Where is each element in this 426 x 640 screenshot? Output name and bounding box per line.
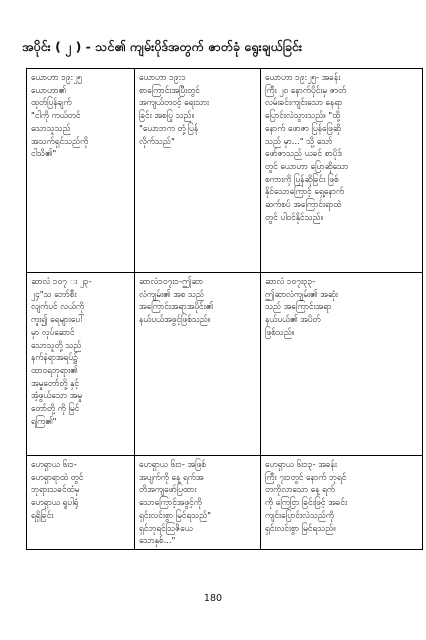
cell-text-line: ငါသိ၏" xyxy=(31,148,57,159)
cell-text-line: ယောဟာ ၁၉:၂၅ xyxy=(31,72,83,82)
cell-text-line: ယောဟာ ၁၉:၂၅- အခန်း xyxy=(265,72,341,82)
cell-text-line: စာကြောင်းအပြီးတွင် xyxy=(139,84,200,95)
cell-text-line: ဟေရှာယ ၆း၁၃- အခန်း xyxy=(265,459,337,469)
cell-text-line: ဆာလံ ၁၀၇း၃၃- xyxy=(265,276,316,286)
table-cell xyxy=(27,273,135,456)
page-number: 180 xyxy=(203,593,223,604)
cell-text-line: သောကြောင့်အဖွင့်ကို xyxy=(139,497,202,508)
cell-text-line: ပြောင်းလဲသွားသည်။ "ထို့ xyxy=(265,110,341,121)
cell-text-line: အကျယ်တဝင့် ရေးသား xyxy=(139,97,209,108)
cell-text-line: သောသူတို့ သည် xyxy=(31,339,82,350)
scene-table xyxy=(26,68,423,550)
cell-text-line: ရှင်ဘုရင်သြဇိယေ xyxy=(139,522,193,533)
cell-text-line: ခြင်း အစပြု သည်။ xyxy=(139,110,195,121)
cell-text-line: သည် မှာ..." သို့ သော် xyxy=(265,135,333,146)
cell-text-line: ဟေရှာယ ရူပါရုံ xyxy=(31,497,79,508)
cell-text-line: ဘုရားသခင်ထံမှ xyxy=(31,484,80,495)
cell-text-line: ရှင်းလင်းစွာ မြင်ရသည်" xyxy=(139,509,212,520)
table-cell xyxy=(27,69,135,273)
cell-text-line: သောသူသည် xyxy=(31,122,71,133)
table-cell xyxy=(27,456,135,550)
cell-text-line: သည် အကြောင်းအရာ xyxy=(265,301,332,312)
cell-text-line: "ငါကို ကယ်တင် xyxy=(31,110,81,121)
cell-text-line: ယောဟာ ၁၉:၁ xyxy=(139,72,186,82)
cell-text-line: လျက်ပင် လယ်ကို xyxy=(31,301,85,312)
cell-text-line: တကိုလာသော နေ့ ရက် xyxy=(265,484,335,495)
cell-text-line: နယ်ပယ်၏ အပိတ် xyxy=(265,314,321,325)
cell-text-line: ကြီး ၇း၁တွင် နောက် ဘုရင် xyxy=(265,471,347,482)
cell-text-line: မှာ လုပ်ဆောင် xyxy=(31,326,75,337)
cell-text-line: နိုင်သောကြောင့် ရှေ့နောက် xyxy=(265,186,345,197)
cell-text-line: ကူး၍ ရေများပေါ် xyxy=(31,314,84,325)
cell-text-line: ဖြစ်သည်။ xyxy=(265,326,295,337)
cell-text-line: ထုတ်ပြန်ချက် xyxy=(31,97,72,108)
cell-text-line: ဟေရှာယ ၆း၁- xyxy=(31,459,77,469)
cell-text-line: ရရှိခြင်း xyxy=(31,509,54,520)
cell-text-line: ရကြ၏" xyxy=(31,415,57,426)
cell-text-line: စကားကို ပြန်ဆိုခြင်း ဖြစ် xyxy=(265,173,339,184)
cell-text-line: ဟေရှာယ ၆း၁- အဖြစ် xyxy=(139,459,206,469)
cell-text-line: တွင် ယောဟာ ပြောဆိုသော xyxy=(265,160,349,171)
cell-text-line: ဆာလံ ၁၀၇ း ၂၃- xyxy=(31,276,92,286)
cell-text-line: ရှင်းလင်းစွာ မြင်ရသည်။ xyxy=(265,522,336,533)
table-row xyxy=(27,69,423,273)
cell-text-line: တွင် ပါဝင်နိုင်သည်။ xyxy=(265,211,324,222)
cell-text-line: ဤဆာလံကျမ်း၏ အဆုံး xyxy=(265,288,338,299)
cell-text-line: ကို ကြေငြာ ခြင်းဖြင့် အခင်း xyxy=(265,497,348,508)
cell-text-line: အပျက်ကို နေ့ ရက်အ xyxy=(139,471,204,482)
cell-text-line: နယ်ပယ်အဖွင့်ဖြစ်သည်။ xyxy=(139,314,211,325)
page-title: အပိုင်း ( ၂ ) - သင်၏ ကျမ်းပိုဒ်အတွက် ဇာတ်ခုံ ရွေးချယ်ခြင်း xyxy=(22,39,303,54)
table-cell xyxy=(135,456,261,550)
cell-text-line: ကျင်းပြောင်းလဲသည်ကို xyxy=(265,509,334,520)
table-row xyxy=(27,273,423,456)
cell-text-line: နောက် ဖောဇာ ပြန်ဖြေဆို xyxy=(265,122,341,133)
cell-text-line: ဆက်စပ် အကြောင်းရာထဲ xyxy=(265,199,342,210)
cell-text-line: ၂၄"သ ဘော်စီး xyxy=(31,288,77,299)
cell-text-line: ထာဝရဘုရား၏ xyxy=(31,364,78,375)
cell-text-line: သောနှစ်..." xyxy=(139,535,176,546)
cell-text-line: ဖော်ဇာသည် ယခင် စာပိုဒ် xyxy=(265,148,342,159)
table-cell xyxy=(261,69,423,273)
cell-text-line: အသက်ရှင်သည်ကို xyxy=(31,135,89,146)
cell-text-line: လံကျမ်း၏ အစ သည် xyxy=(139,288,205,299)
table-cell xyxy=(261,273,423,456)
table-row xyxy=(27,456,423,550)
cell-text-line: ယောဟာ၏ xyxy=(31,84,66,95)
table-cell xyxy=(135,273,261,456)
cell-text-line: ကြီး ၂၀ နောက်ပိုင်းမှ ဇာတ် xyxy=(265,84,347,95)
cell-text-line: "ယောဘက တုံ့ပြန် xyxy=(139,122,199,133)
cell-text-line: တိအကျဖော်ပြထား xyxy=(139,484,197,495)
cell-text-line: အကြောင်းအရာအပိုင်း၏ xyxy=(139,301,214,312)
cell-text-line: ဟေရှာရာထဲ တွင် xyxy=(31,471,84,482)
table-cell xyxy=(261,456,423,550)
cell-text-line: နက်နဲရာအရပ်၌ xyxy=(31,352,78,363)
cell-text-line: အံ့ဖွယ်သော အမှု xyxy=(31,390,83,401)
table-cell xyxy=(135,69,261,273)
cell-text-line: လမ်းခင်းကျင်းသော နေရာ xyxy=(265,97,343,108)
cell-text-line: လိုက်သည်" xyxy=(139,135,175,146)
cell-text-line: အမှုတော်တို့ နှင့် xyxy=(31,377,79,388)
cell-text-line: ဆာလံ၁၀၇း၁-ဤဆာ xyxy=(139,276,203,286)
cell-text-line: တော်တို့ ကို မြင် xyxy=(31,403,80,414)
